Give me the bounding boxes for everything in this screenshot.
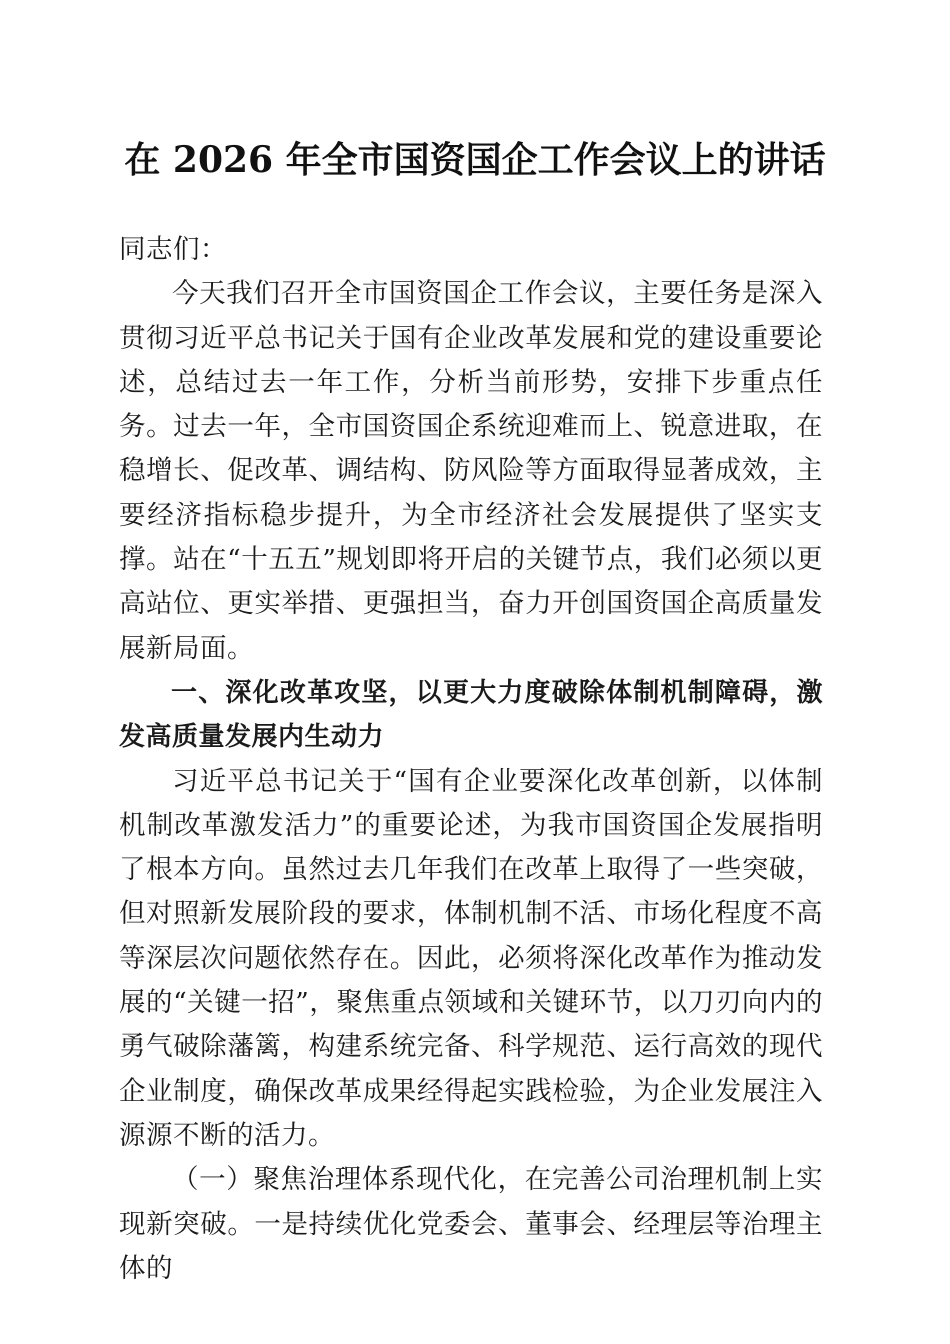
subsection-one-paragraph: （一）聚焦治理体系现代化，在完善公司治理机制上实现新突破。一是持续优化党委会、董事会、经理层等治理主体的 [119, 1164, 823, 1284]
document-title: 在 2026 年全市国资国企工作会议上的讲话 [124, 139, 826, 181]
section-one-paragraph: 习近平总书记关于“国有企业要深化改革创新，以体制机制改革激发活力”的重要论述，为我市国资国企发展指明了根本方向。虽然过去几年我们在改革上取得了一些突破，但对照新发展阶段的要求，体制机制不活、市场化程度不高等深层次问题依然存在。因此，必须将深化改革作为推动发展的“关键一招”，聚焦重点领域和关键环节，以刀刃向内的勇气破除藩篱，构建系统完备、科学规范、运行高效的现代企业制度，确保改革成果经得起实践检验，为企业发展注入源源不断的活力。 [119, 765, 823, 1151]
section-heading-one: 一、深化改革攻坚，以更大力度破除体制机制障碍，激发高质量发展内生动力 [119, 677, 823, 753]
intro-paragraph: 今天我们召开全市国资国企工作会议，主要任务是深入贯彻习近平总书记关于国有企业改革发展和党的建设重要论述，总结过去一年工作，分析当前形势，安排下步重点任务。过去一年，全市国资国企系统迎难而上、锐意进取，在稳增长、促改革、调结构、防风险等方面取得显著成效，主要经济指标稳步提升，为全市经济社会发展提供了坚实支撑。站在“十五五”规划即将开启的关键节点，我们必须以更高站位、更实举措、更强担当，奋力开创国资国企高质量发展新局面。 [119, 278, 823, 664]
document-body [119, 228, 823, 1291]
salutation: 同志们： [119, 234, 227, 265]
